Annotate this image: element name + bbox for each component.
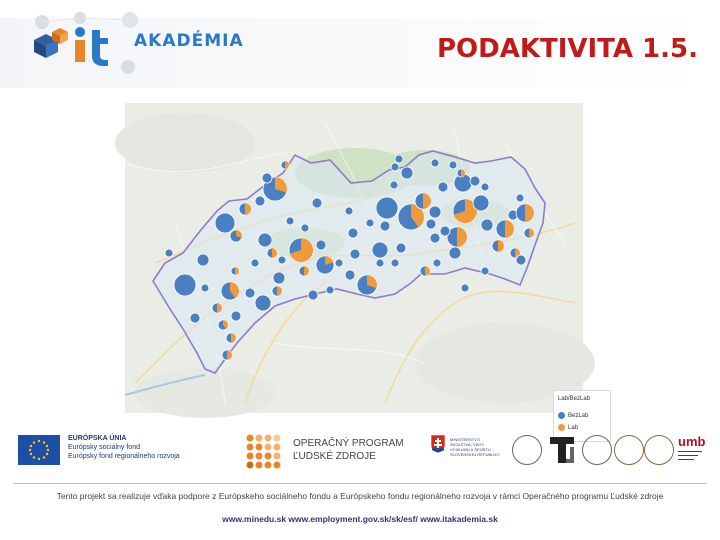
pie-marker[interactable] — [426, 219, 436, 229]
pie-bezlab-slice — [312, 198, 322, 208]
pie-bezlab-slice — [231, 311, 241, 321]
pie-marker[interactable] — [258, 233, 272, 247]
pie-marker[interactable] — [335, 259, 343, 267]
pie-marker[interactable] — [278, 256, 286, 264]
pie-bezlab-slice — [380, 221, 390, 231]
pie-bezlab-slice — [197, 254, 209, 266]
pie-marker[interactable] — [516, 204, 534, 222]
pie-bezlab-slice — [401, 167, 413, 179]
pie-bezlab-slice — [429, 206, 441, 218]
pie-marker[interactable] — [449, 161, 457, 169]
pie-bezlab-slice — [481, 267, 489, 275]
pie-bezlab-slice — [372, 242, 388, 258]
pie-marker[interactable] — [215, 213, 235, 233]
pie-marker[interactable] — [430, 233, 440, 243]
pie-bezlab-slice — [440, 226, 450, 236]
pie-marker[interactable] — [289, 238, 313, 262]
ministry-logo — [430, 434, 500, 459]
pie-marker[interactable] — [481, 219, 493, 231]
pie-marker[interactable] — [262, 173, 272, 183]
pie-marker[interactable] — [255, 196, 265, 206]
pie-marker[interactable] — [516, 194, 524, 202]
pie-bezlab-slice — [201, 284, 209, 292]
pie-bezlab-slice — [449, 161, 457, 169]
pie-marker[interactable] — [391, 163, 399, 171]
legend-item-bezlab — [558, 412, 588, 419]
pie-bezlab-slice — [215, 213, 235, 233]
pie-bezlab-slice — [391, 163, 399, 171]
op-line-2: ĽUDSKÉ ZDROJE — [293, 451, 376, 462]
pie-bezlab-slice — [433, 259, 441, 267]
op-text — [293, 437, 404, 463]
pie-marker[interactable] — [165, 249, 173, 257]
pie-marker[interactable] — [326, 286, 334, 294]
pie-marker[interactable] — [481, 267, 489, 275]
eu-flag-icon — [18, 435, 60, 465]
ministry-line-2: ŠKOLSTVA, VEDY, — [450, 442, 485, 447]
pie-marker[interactable] — [376, 259, 384, 267]
pie-bezlab-slice — [273, 272, 285, 284]
op-dots-icon — [245, 433, 281, 469]
pie-bezlab-slice — [396, 243, 406, 253]
pie-marker[interactable] — [449, 247, 461, 259]
pie-marker[interactable] — [429, 206, 441, 218]
pie-marker[interactable] — [380, 221, 390, 231]
pie-bezlab-slice — [426, 219, 436, 229]
pie-bezlab-slice — [481, 183, 489, 191]
project-funding-text: Tento projekt sa realizuje vďaka podpore z Európskeho sociálneho fondu a Európskeho fondu regionálneho rozvoja v rámci Operačného programu Ľudské zdroje — [56, 491, 664, 501]
pie-marker[interactable] — [470, 176, 480, 186]
pie-marker[interactable] — [312, 198, 322, 208]
pie-marker[interactable] — [174, 274, 196, 296]
university-seal-icon — [644, 435, 674, 465]
pie-bezlab-slice — [165, 249, 173, 257]
pie-marker[interactable] — [350, 249, 360, 259]
pie-marker[interactable] — [431, 159, 439, 167]
pie-marker[interactable] — [201, 284, 209, 292]
pie-bezlab-slice — [516, 194, 524, 202]
header — [0, 0, 720, 90]
eu-line-3: Európsky fond regionálneho rozvoja — [68, 453, 180, 460]
partner-logos — [0, 420, 720, 480]
pie-marker[interactable] — [222, 350, 232, 360]
pie-marker[interactable] — [440, 226, 450, 236]
pie-marker[interactable] — [230, 230, 242, 242]
footer-divider — [14, 483, 706, 484]
web-links[interactable]: www.minedu.sk www.employment.gov.sk/sk/esf/ www.itakademia.sk — [222, 514, 498, 524]
umb-logo — [678, 434, 708, 466]
eu-line-2: Európsky sociálny fond — [68, 444, 140, 451]
pie-marker[interactable] — [226, 333, 236, 343]
pie-bezlab-slice — [301, 224, 309, 232]
pie-marker[interactable] — [273, 272, 285, 284]
pie-marker[interactable] — [308, 290, 318, 300]
tu-logo-icon — [548, 435, 576, 465]
ministry-line-3: VÝSKUMU A ŠPORTU — [450, 447, 491, 452]
pie-marker[interactable] — [395, 155, 403, 163]
eu-line-1: EURÓPSKA ÚNIA — [68, 435, 127, 442]
pie-marker[interactable] — [316, 256, 334, 274]
pie-bezlab-slice — [391, 259, 399, 267]
pie-marker[interactable] — [372, 242, 388, 258]
bezlab-swatch-icon — [558, 412, 565, 419]
pie-bezlab-slice — [449, 247, 461, 259]
legend-title: Lab/BezLab — [558, 396, 591, 402]
logo-text: AKADÉMIA — [134, 31, 244, 51]
legend-label-bezlab: BezLab — [568, 412, 589, 419]
pie-marker[interactable] — [212, 303, 222, 313]
pie-bezlab-slice — [278, 256, 286, 264]
pie-bezlab-slice — [348, 228, 358, 238]
pie-marker[interactable] — [396, 243, 406, 253]
pie-marker[interactable] — [245, 288, 255, 298]
pie-bezlab-slice — [470, 176, 480, 186]
legend-label-lab: Lab — [568, 424, 579, 431]
pie-marker[interactable] — [267, 248, 277, 258]
pie-marker[interactable] — [516, 255, 526, 265]
pie-marker[interactable] — [345, 207, 353, 215]
ministry-text — [450, 437, 505, 457]
map-canvas[interactable] — [125, 103, 583, 413]
pie-bezlab-slice — [335, 259, 343, 267]
pie-marker[interactable] — [239, 203, 251, 215]
pie-bezlab-slice — [308, 290, 318, 300]
pie-marker[interactable] — [190, 313, 200, 323]
pie-bezlab-slice — [345, 270, 355, 280]
pie-marker[interactable] — [481, 183, 489, 191]
pie-bezlab-slice — [461, 284, 469, 292]
pie-bezlab-slice — [245, 288, 255, 298]
pie-marker[interactable] — [457, 169, 465, 177]
university-seal-icon — [582, 435, 612, 465]
pie-marker[interactable] — [391, 259, 399, 267]
pie-marker[interactable] — [272, 286, 282, 296]
pie-marker[interactable] — [473, 195, 489, 211]
pie-bezlab-slice — [316, 240, 326, 250]
pie-bezlab-slice — [286, 217, 294, 225]
pie-marker[interactable] — [251, 259, 259, 267]
pie-bezlab-slice — [174, 274, 196, 296]
pie-bezlab-slice — [438, 182, 448, 192]
pie-bezlab-slice — [376, 259, 384, 267]
map-view[interactable] — [125, 103, 591, 431]
pie-bezlab-slice — [345, 207, 353, 215]
pie-bezlab-slice — [255, 196, 265, 206]
pie-bezlab-slice — [262, 173, 272, 183]
pie-bezlab-slice — [473, 195, 489, 211]
pie-marker[interactable] — [376, 197, 398, 219]
pie-marker[interactable] — [415, 193, 431, 209]
slovak-coat-of-arms-icon — [430, 434, 446, 454]
pie-marker[interactable] — [420, 266, 430, 276]
pie-bezlab-slice — [516, 255, 526, 265]
pie-marker[interactable] — [345, 270, 355, 280]
pie-marker[interactable] — [281, 161, 289, 169]
slide-title: PODAKTIVITA 1.5. — [436, 34, 698, 64]
umb-logo-text: umb — [678, 434, 706, 449]
eu-text — [68, 434, 180, 461]
pie-marker[interactable] — [231, 311, 241, 321]
pie-bezlab-slice — [376, 197, 398, 219]
university-seal-icon — [512, 435, 542, 465]
pie-bezlab-slice — [251, 259, 259, 267]
pie-marker[interactable] — [390, 181, 398, 189]
pie-bezlab-slice — [190, 313, 200, 323]
pie-marker[interactable] — [316, 240, 326, 250]
pie-marker[interactable] — [348, 228, 358, 238]
op-line-1: OPERAČNÝ PROGRAM — [293, 438, 404, 449]
pie-marker[interactable] — [496, 220, 514, 238]
pie-marker[interactable] — [218, 320, 228, 330]
pie-marker[interactable] — [461, 284, 469, 292]
pie-bezlab-slice — [390, 181, 398, 189]
pie-bezlab-slice — [431, 159, 439, 167]
pie-marker[interactable] — [299, 266, 309, 276]
pie-marker[interactable] — [366, 219, 374, 227]
pie-bezlab-slice — [326, 286, 334, 294]
pie-bezlab-slice — [350, 249, 360, 259]
pie-marker[interactable] — [301, 224, 309, 232]
pie-marker[interactable] — [357, 275, 377, 295]
it-akademia-logo — [20, 10, 244, 80]
pie-marker[interactable] — [433, 259, 441, 267]
pie-marker[interactable] — [197, 254, 209, 266]
university-seal-icon — [614, 435, 644, 465]
pie-marker[interactable] — [524, 228, 534, 238]
ministry-line-4: SLOVENSKEJ REPUBLIKY — [450, 452, 500, 457]
pie-bezlab-slice — [395, 155, 403, 163]
pie-bezlab-slice — [255, 295, 271, 311]
pie-bezlab-slice — [430, 233, 440, 243]
pie-marker[interactable] — [401, 167, 413, 179]
pie-bezlab-slice — [258, 233, 272, 247]
pie-bezlab-slice — [366, 219, 374, 227]
pie-marker[interactable] — [221, 282, 239, 300]
pie-marker[interactable] — [255, 295, 271, 311]
pie-marker[interactable] — [492, 240, 504, 252]
pie-bezlab-slice — [481, 219, 493, 231]
pie-marker[interactable] — [231, 267, 239, 275]
pie-marker[interactable] — [438, 182, 448, 192]
pie-marker[interactable] — [286, 217, 294, 225]
ministry-line-1: MINISTERSTVO — [450, 437, 481, 442]
